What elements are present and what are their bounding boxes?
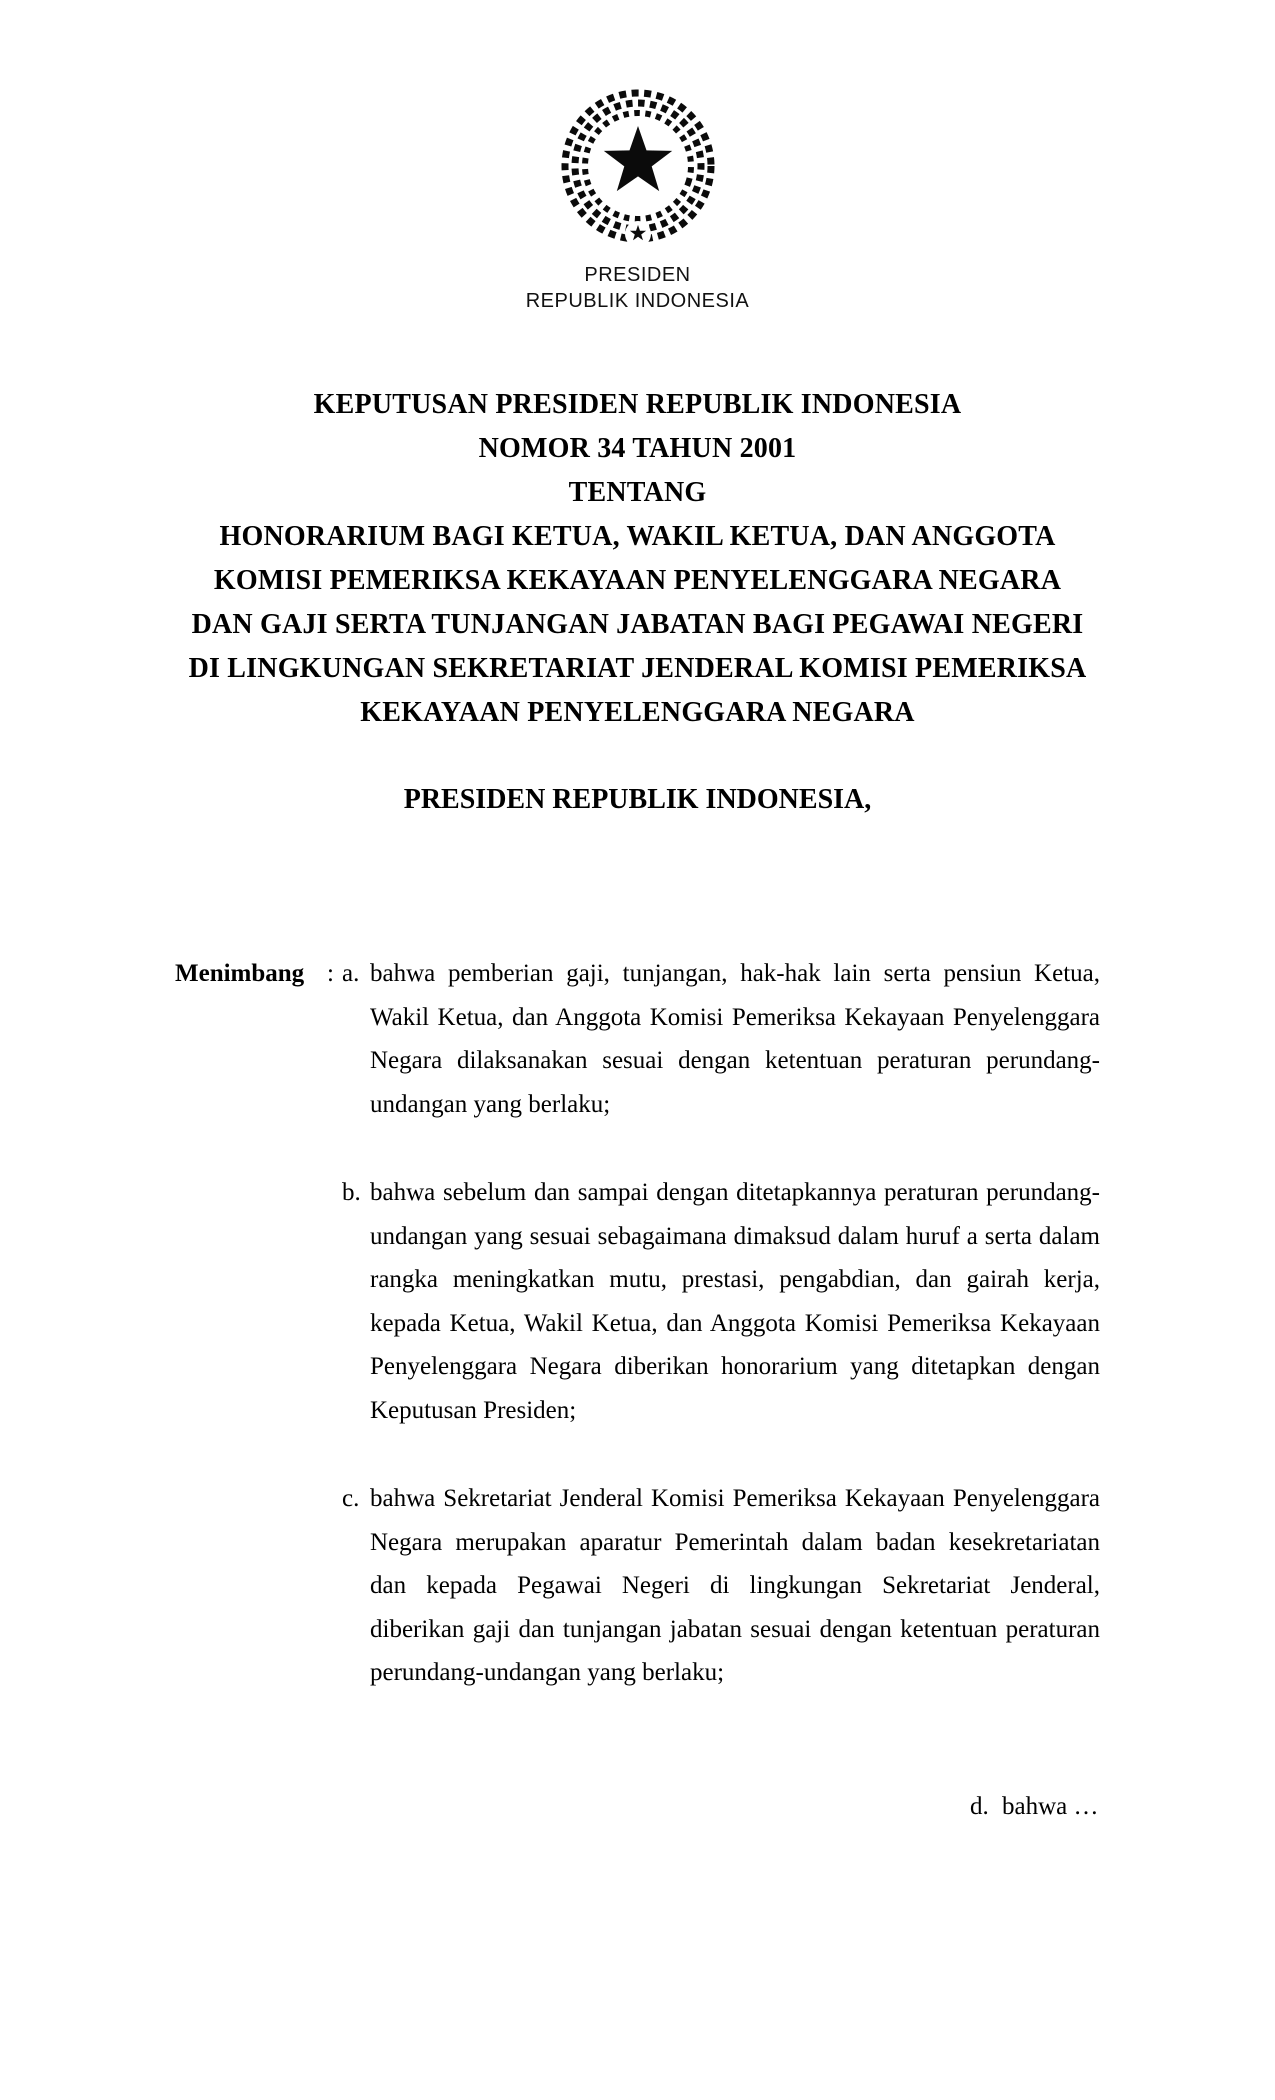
item-marker: a. [342,960,360,987]
decree-opening: PRESIDEN REPUBLIK INDONESIA, [403,784,872,815]
letterhead [0,262,1275,314]
item-marker: b. [342,1179,361,1206]
considering-label: Menimbang [175,960,305,987]
title-line-subject-1: HONORARIUM BAGI KETUA, WAKIL KETUA, DAN ANGGOTA [219,521,1056,552]
considering-item-a [342,952,1100,1126]
title-line-decree-type: KEPUTUSAN PRESIDEN REPUBLIK INDONESIA [313,389,962,420]
considering-section [175,952,1100,1695]
catchword-marker: d. [970,1793,989,1820]
title-line-tentang: TENTANG [568,477,707,508]
item-marker: c. [342,1485,360,1512]
item-text: bahwa Sekretariat Jenderal Komisi Pemeriksa Kekayaan Penyelenggara Negara merupakan aparatur Pemerintah dalam badan kesekretariatan dan kepada Pegawai Negeri di lingkungan Sekretariat Jenderal, diberikan gaji dan tunjangan jabatan sesuai dengan ketentuan peraturan perundang-undangan yang berlaku; [370,1485,1100,1686]
title-line-subject-2: KOMISI PEMERIKSA KEKAYAAN PENYELENGGARA NEGARA [213,565,1062,596]
page-catchword [970,1785,1099,1829]
title-line-subject-5: KEKAYAAN PENYELENGGARA NEGARA [360,697,915,728]
item-text: bahwa pemberian gaji, tunjangan, hak-hak lain serta pensiun Ketua, Wakil Ketua, dan Anggota Komisi Pemeriksa Kekayaan Penyelenggara Negara dilaksanakan sesuai dengan ketentuan peraturan perundang-undangan yang berlaku; [370,960,1100,1118]
considering-item-c [342,1477,1100,1695]
title-line-subject-3: DAN GAJI SERTA TUNJANGAN JABATAN BAGI PEGAWAI NEGERI [191,609,1084,640]
considering-colon: : [327,960,334,987]
title-line-subject-4: DI LINGKUNGAN SEKRETARIAT JENDERAL KOMISI PEMERIKSA [188,653,1087,684]
presidential-emblem-icon [558,86,718,246]
considering-items [342,952,1100,1695]
title-line-number: NOMOR 34 TAHUN 2001 [478,433,797,464]
item-text: bahwa sebelum dan sampai dengan ditetapkannya peraturan perundang-undangan yang sesuai sebagaimana dimaksud dalam huruf a serta dalam rangka meningkatkan mutu, prestasi, pengabdian, dan gairah kerja, kepada Ketua, Wakil Ketua, dan Anggota Komisi Pemeriksa Kekayaan Penyelenggara Negara diberikan honorarium yang ditetapkan dengan Keputusan Presiden; [370,1179,1100,1424]
considering-item-b [342,1171,1100,1432]
org-name-line2: REPUBLIK INDONESIA [525,290,750,312]
decree-title [0,383,1275,735]
catchword-text: bahwa … [1002,1793,1099,1820]
star-icon [603,126,671,191]
org-name-line1: PRESIDEN [584,264,691,286]
